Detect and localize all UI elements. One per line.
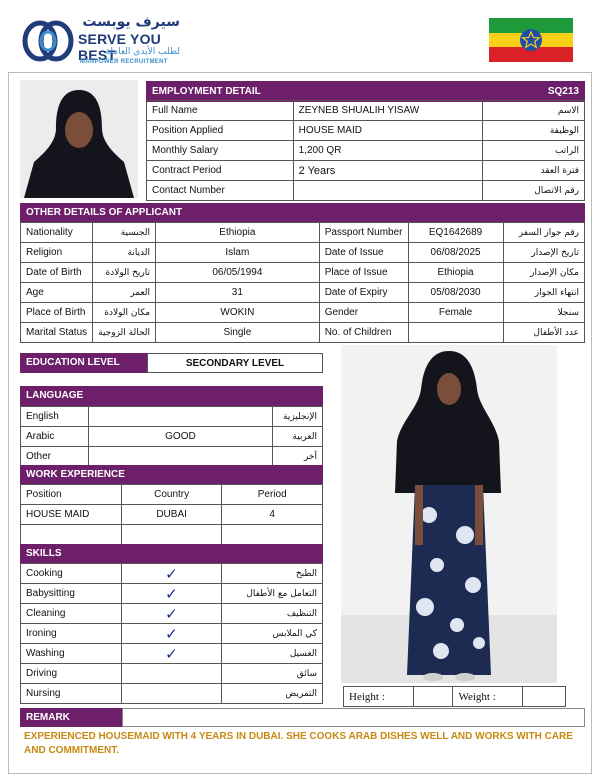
language-table bbox=[20, 406, 323, 467]
table-row bbox=[147, 101, 585, 121]
contact-ar: رقم الاتصال bbox=[483, 181, 585, 201]
skill-washing-label: Washing bbox=[21, 644, 122, 664]
skill-driving-label: Driving bbox=[21, 664, 122, 684]
logo-english: SERVE YOU BEST bbox=[78, 31, 161, 63]
skills-title: SKILLS bbox=[20, 544, 323, 563]
position-value: HOUSE MAID bbox=[293, 121, 483, 141]
check-icon: ✓ bbox=[165, 585, 178, 603]
table-row bbox=[21, 584, 323, 604]
english-label: English bbox=[21, 407, 89, 427]
skill-ironing-ar: كي الملابس bbox=[222, 624, 323, 644]
company-logo bbox=[22, 14, 182, 68]
age-value: 31 bbox=[156, 283, 320, 303]
passport-value: EQ1642689 bbox=[408, 223, 503, 243]
work-col-country: Country bbox=[121, 485, 222, 505]
education-value: SECONDARY LEVEL bbox=[147, 353, 323, 373]
skill-nursing-ar: التمريض bbox=[222, 684, 323, 704]
marital-status-value: Single bbox=[156, 323, 320, 343]
english-ar: الإنجليزية bbox=[273, 407, 323, 427]
work-country bbox=[121, 525, 222, 545]
remark-title-underline bbox=[122, 708, 585, 727]
place-of-issue-value: Ethiopia bbox=[408, 263, 503, 283]
table-row bbox=[21, 664, 323, 684]
age-ar: العمر bbox=[93, 283, 156, 303]
table-row bbox=[21, 427, 323, 447]
table-row bbox=[21, 303, 585, 323]
place-of-birth-ar: مكان الولادة bbox=[93, 303, 156, 323]
arabic-value: GOOD bbox=[88, 427, 272, 447]
arabic-label: Arabic bbox=[21, 427, 89, 447]
work-col-period: Period bbox=[222, 485, 323, 505]
religion-label: Religion bbox=[21, 243, 93, 263]
other-details-table bbox=[20, 222, 585, 343]
religion-ar: الديانة bbox=[93, 243, 156, 263]
date-of-issue-ar: تاريخ الإصدار bbox=[503, 243, 584, 263]
table-row bbox=[21, 223, 585, 243]
work-col-position: Position bbox=[21, 485, 122, 505]
skills-table bbox=[20, 563, 323, 704]
contact-value bbox=[293, 181, 483, 201]
skill-cleaning-ar: التنظيف bbox=[222, 604, 323, 624]
work-experience-table bbox=[20, 484, 323, 545]
skill-nursing-label: Nursing bbox=[21, 684, 122, 704]
nationality-value: Ethiopia bbox=[156, 223, 320, 243]
contact-label: Contact Number bbox=[147, 181, 294, 201]
remark-text: EXPERIENCED HOUSEMAID WITH 4 YEARS IN DUBAI. SHE COOKS ARAB DISHES WELL AND WORKS WITH CARE AND COMMITMENT. bbox=[24, 731, 573, 756]
children-label: No. of Children bbox=[319, 323, 408, 343]
religion-value: Islam bbox=[156, 243, 320, 263]
weight-value bbox=[523, 687, 566, 707]
employment-code: SQ213 bbox=[483, 82, 585, 102]
logo-mark-icon bbox=[22, 18, 74, 64]
date-of-expiry-ar: انتهاء الجواز bbox=[503, 283, 584, 303]
check-icon: ✓ bbox=[165, 625, 178, 643]
table-row bbox=[21, 283, 585, 303]
table-row bbox=[21, 323, 585, 343]
contract-value: 2 Years bbox=[293, 161, 483, 181]
nationality-label: Nationality bbox=[21, 223, 93, 243]
marital-status-ar: الحالة الزوجية bbox=[93, 323, 156, 343]
contract-label: Contract Period bbox=[147, 161, 294, 181]
skill-cooking-ar: الطبخ bbox=[222, 564, 323, 584]
contract-ar: فترة العقد bbox=[483, 161, 585, 181]
table-row bbox=[21, 564, 323, 584]
gender-label: Gender bbox=[319, 303, 408, 323]
table-row bbox=[21, 684, 323, 704]
table-header-row bbox=[21, 485, 323, 505]
portrait-photo bbox=[20, 80, 138, 198]
passport-label: Passport Number bbox=[319, 223, 408, 243]
full-name-value: ZEYNEB SHUALIH YISAW bbox=[293, 101, 483, 121]
skill-washing-ar: الغسيل bbox=[222, 644, 323, 664]
table-row bbox=[147, 181, 585, 201]
table-row bbox=[21, 604, 323, 624]
children-value bbox=[408, 323, 503, 343]
table-row bbox=[21, 263, 585, 283]
work-experience-title: WORK EXPERIENCE bbox=[20, 465, 323, 484]
gender-value: Female bbox=[408, 303, 503, 323]
skill-ironing-label: Ironing bbox=[21, 624, 122, 644]
passport-ar: رقم جواز السفر bbox=[503, 223, 584, 243]
work-position bbox=[21, 525, 122, 545]
position-label: Position Applied bbox=[147, 121, 294, 141]
table-row bbox=[21, 447, 323, 467]
height-value bbox=[413, 687, 453, 707]
dob-label: Date of Birth bbox=[21, 263, 93, 283]
check-icon: ✓ bbox=[165, 605, 178, 623]
table-row bbox=[147, 161, 585, 181]
nationality-ar: الجنسية bbox=[93, 223, 156, 243]
place-of-issue-label: Place of Issue bbox=[319, 263, 408, 283]
ethiopia-flag-icon bbox=[489, 18, 573, 62]
work-period bbox=[222, 525, 323, 545]
place-of-birth-label: Place of Birth bbox=[21, 303, 93, 323]
table-row bbox=[21, 624, 323, 644]
other-details-title: OTHER DETAILS OF APPLICANT bbox=[20, 203, 585, 222]
other-language-label: Other bbox=[21, 447, 89, 467]
date-of-expiry-value: 05/08/2030 bbox=[408, 283, 503, 303]
table-row bbox=[344, 687, 566, 707]
place-of-issue-ar: مكان الإصدار bbox=[503, 263, 584, 283]
logo-arabic-sub: لطلب الأيدي العاملة bbox=[105, 47, 180, 57]
other-language-value bbox=[88, 447, 272, 467]
arabic-ar: العربية bbox=[273, 427, 323, 447]
skill-babysitting-ar: التعامل مع الأطفال bbox=[222, 584, 323, 604]
measurements-table bbox=[343, 686, 566, 707]
education-label: EDUCATION LEVEL bbox=[20, 353, 147, 373]
date-of-expiry-label: Date of Expiry bbox=[319, 283, 408, 303]
skill-cooking-label: Cooking bbox=[21, 564, 122, 584]
age-label: Age bbox=[21, 283, 93, 303]
table-row bbox=[21, 407, 323, 427]
salary-value: 1,200 QR bbox=[293, 141, 483, 161]
employment-rows bbox=[146, 100, 585, 201]
gender-ar: سنجلا bbox=[503, 303, 584, 323]
table-row bbox=[21, 243, 585, 263]
check-icon: ✓ bbox=[165, 645, 178, 663]
full-body-photo bbox=[341, 345, 557, 683]
marital-status-label: Marital Status bbox=[21, 323, 93, 343]
skill-babysitting-label: Babysitting bbox=[21, 584, 122, 604]
date-of-issue-value: 06/08/2025 bbox=[408, 243, 503, 263]
check-icon: ✓ bbox=[165, 565, 178, 583]
table-row bbox=[21, 525, 323, 545]
salary-ar: الراتب bbox=[483, 141, 585, 161]
weight-label: Weight : bbox=[453, 687, 523, 707]
language-title: LANGUAGE bbox=[20, 386, 323, 406]
children-ar: عدد الأطفال bbox=[503, 323, 584, 343]
skill-cleaning-label: Cleaning bbox=[21, 604, 122, 624]
position-ar: الوظيفة bbox=[483, 121, 585, 141]
employment-detail-title: EMPLOYMENT DETAIL bbox=[147, 82, 483, 102]
employment-detail-table bbox=[146, 81, 585, 102]
table-row bbox=[147, 141, 585, 161]
date-of-issue-label: Date of Issue bbox=[319, 243, 408, 263]
skill-driving-ar: سائق bbox=[222, 664, 323, 684]
full-name-label: Full Name bbox=[147, 101, 294, 121]
work-period: 4 bbox=[222, 505, 323, 525]
full-name-ar: الاسم bbox=[483, 101, 585, 121]
remark-title: REMARK bbox=[20, 708, 122, 727]
table-row bbox=[21, 644, 323, 664]
dob-value: 06/05/1994 bbox=[156, 263, 320, 283]
table-row bbox=[21, 505, 323, 525]
salary-label: Monthly Salary bbox=[147, 141, 294, 161]
dob-ar: تاريخ الولادة bbox=[93, 263, 156, 283]
english-value bbox=[88, 407, 272, 427]
work-country: DUBAI bbox=[121, 505, 222, 525]
work-position: HOUSE MAID bbox=[21, 505, 122, 525]
table-row bbox=[147, 121, 585, 141]
logo-arabic: سيرف يوبست bbox=[82, 14, 180, 30]
place-of-birth-value: WOKIN bbox=[156, 303, 320, 323]
logo-tagline: MANPOWER RECRUITMENT bbox=[80, 59, 168, 65]
other-language-ar: آخر bbox=[273, 447, 323, 467]
height-label: Height : bbox=[344, 687, 414, 707]
